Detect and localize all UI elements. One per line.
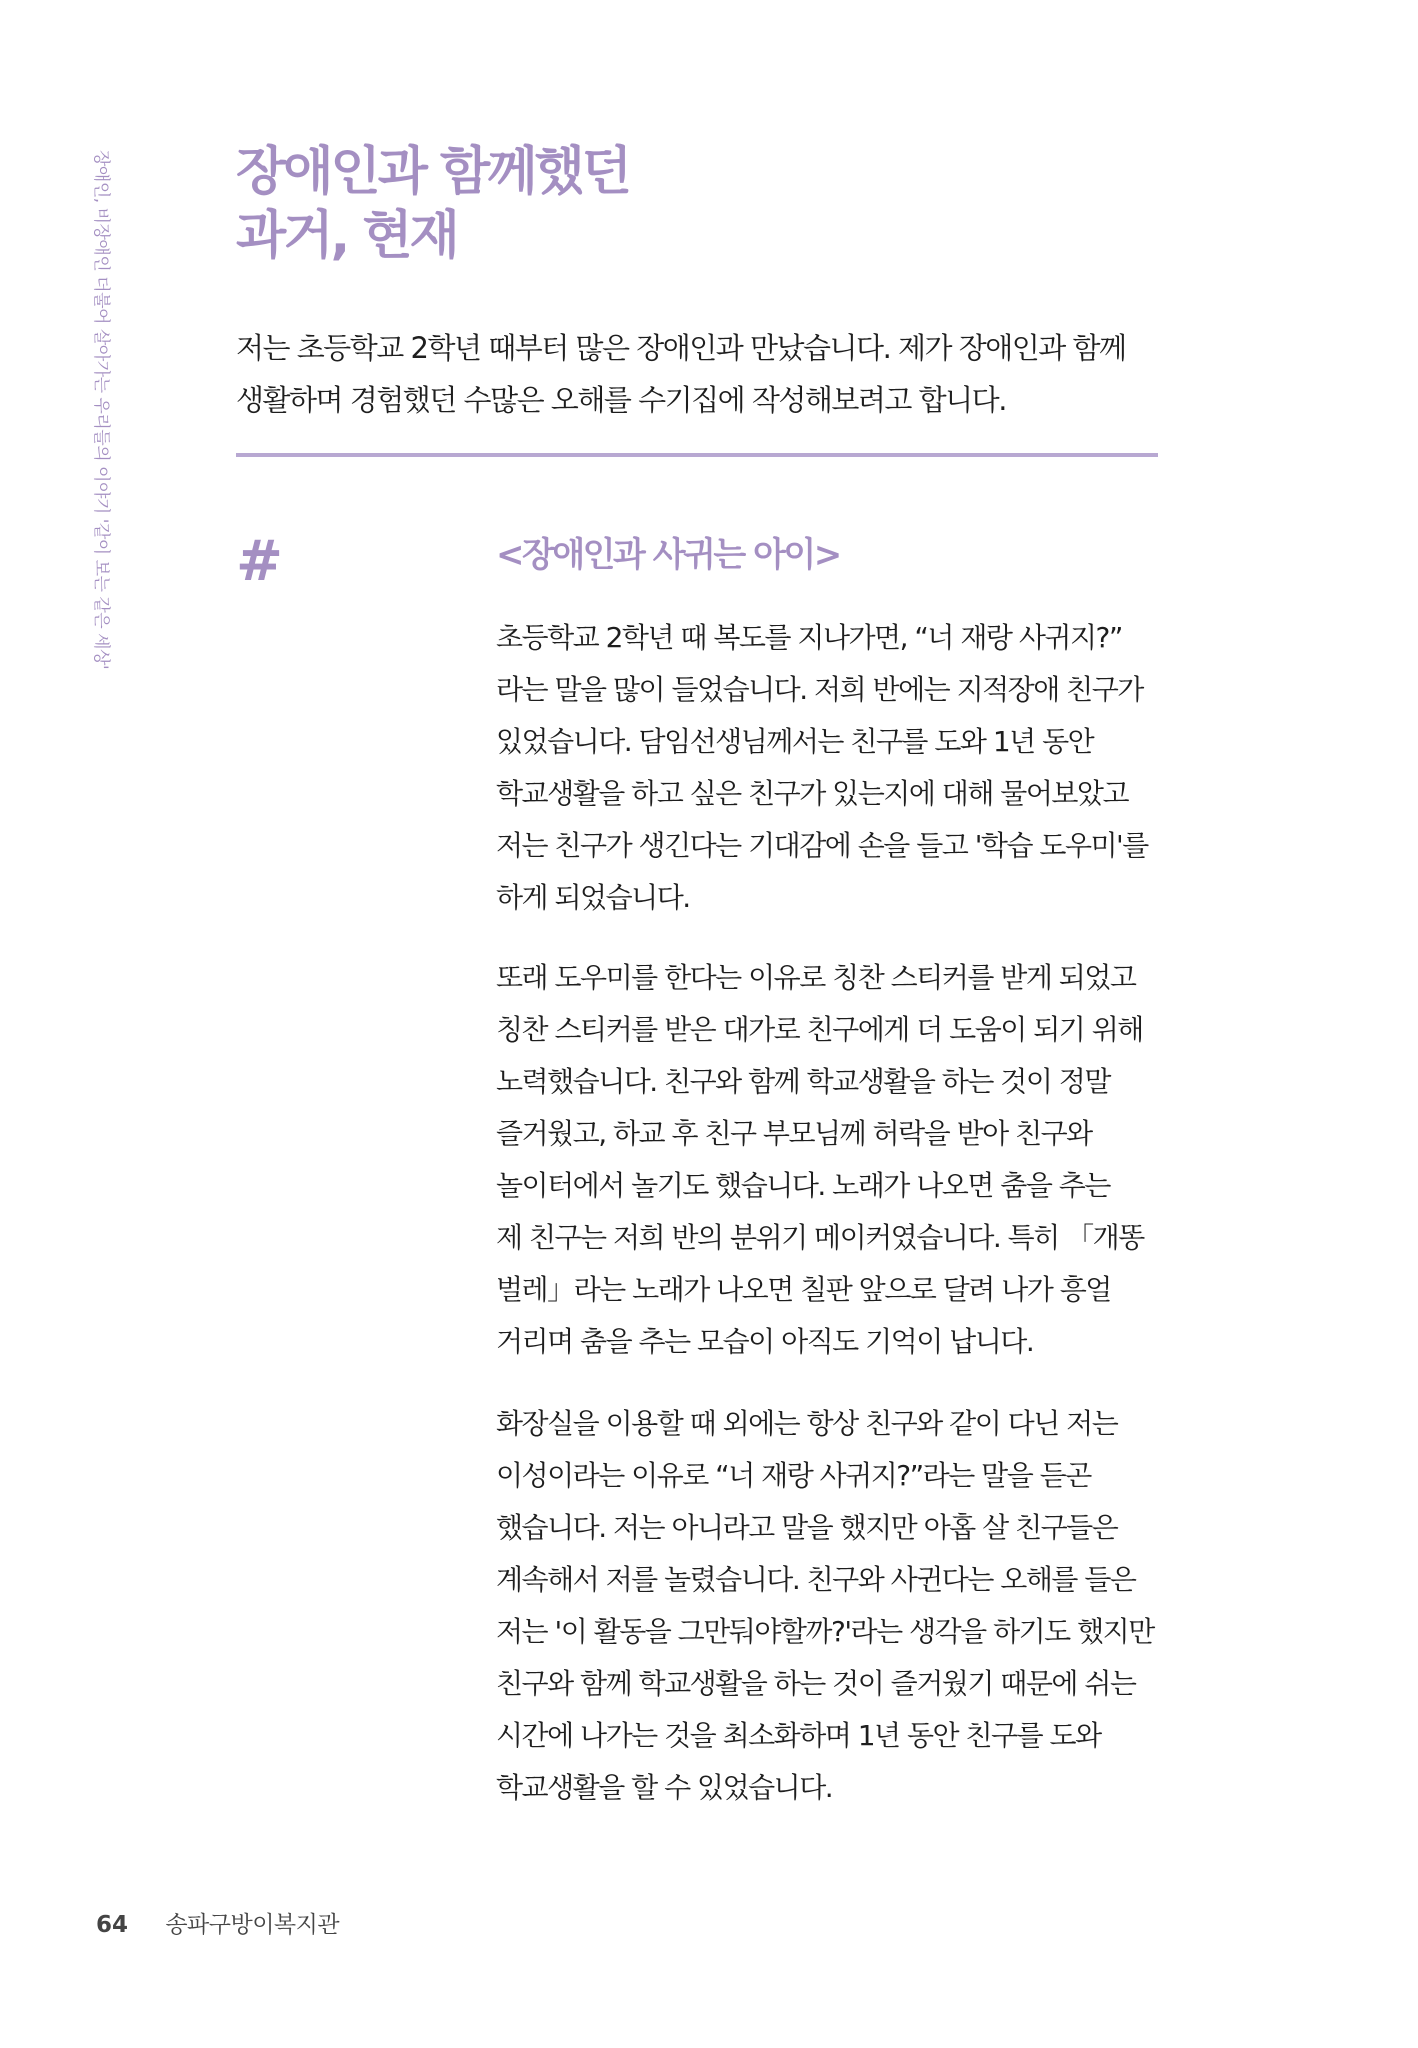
text-line: 이성이라는 이유로 “너 재랑 사귀지?”라는 말을 듣곤: [496, 1459, 1091, 1492]
text-line: 거리며 춤을 추는 모습이 아직도 기억이 납니다.: [496, 1325, 1034, 1358]
text-line: 화장실을 이용할 때 외에는 항상 친구와 같이 다닌 저는: [496, 1407, 1118, 1440]
text-line: 시간에 나가는 것을 최소화하며 1년 동안 친구를 도와: [496, 1719, 1101, 1752]
text-line: 학교생활을 할 수 있었습니다.: [496, 1771, 833, 1804]
paragraph-1: [496, 612, 1160, 924]
text-line: 노력했습니다. 친구와 함께 학교생활을 하는 것이 정말: [496, 1065, 1110, 1098]
side-caption: 장애인, 비장애인 더불어 살아가는 우리들의 이야기 '같이 보는 같은 세상': [91, 150, 111, 670]
intro-line-1: 저는 초등학교 2학년 때부터 많은 장애인과 만났습니다. 제가 장애인과 함께: [236, 331, 1126, 365]
title-line-1: 장애인과 함께했던: [236, 142, 629, 202]
text-line: 놀이터에서 놀기도 했습니다. 노래가 나오면 춤을 추는: [496, 1169, 1110, 1202]
page-footer: [96, 1910, 339, 1940]
text-line: 즐거웠고, 하교 후 친구 부모님께 허락을 받아 친구와: [496, 1117, 1092, 1150]
text-line: 벌레」라는 노래가 나오면 칠판 앞으로 달려 나가 흥얼: [496, 1273, 1111, 1306]
section-heading: <장애인과 사귀는 아이>: [496, 535, 840, 575]
text-line: 했습니다. 저는 아니라고 말을 했지만 아홉 살 친구들은: [496, 1511, 1118, 1544]
text-line: 계속해서 저를 놀렸습니다. 친구와 사귄다는 오해를 들은: [496, 1563, 1136, 1596]
text-line: 칭찬 스티커를 받은 대가로 친구에게 더 도움이 되기 위해: [496, 1013, 1143, 1046]
text-line: 제 친구는 저희 반의 분위기 메이커였습니다. 특히 「개똥: [496, 1221, 1144, 1254]
section-divider: [236, 453, 1158, 457]
hash-icon: #: [236, 529, 283, 594]
organization-name: 송파구방이복지관: [165, 1912, 340, 1938]
text-line: 저는 '이 활동을 그만둬야할까?'라는 생각을 하기도 했지만: [496, 1615, 1154, 1648]
text-line: 친구와 함께 학교생활을 하는 것이 즐거웠기 때문에 쉬는: [496, 1667, 1136, 1700]
text-line: 초등학교 2학년 때 복도를 지나가면, “너 재랑 사귀지?”: [496, 621, 1122, 654]
paragraph-3: [496, 1398, 1160, 1814]
page-number: 64: [96, 1912, 129, 1938]
page-title: [236, 140, 629, 268]
intro-paragraph: [236, 322, 1156, 426]
paragraph-2: [496, 952, 1160, 1368]
text-line: 또래 도우미를 한다는 이유로 칭찬 스티커를 받게 되었고: [496, 961, 1136, 994]
text-line: 있었습니다. 담임선생님께서는 친구를 도와 1년 동안: [496, 725, 1094, 758]
text-line: 저는 친구가 생긴다는 기대감에 손을 들고 '학습 도우미'를: [496, 829, 1148, 862]
text-line: 라는 말을 많이 들었습니다. 저희 반에는 지적장애 친구가: [496, 673, 1143, 706]
intro-line-2: 생활하며 경험했던 수많은 오해를 수기집에 작성해보려고 합니다.: [236, 383, 1006, 417]
title-line-2: 과거, 현재: [236, 206, 457, 266]
text-line: 학교생활을 하고 싶은 친구가 있는지에 대해 물어보았고: [496, 777, 1129, 810]
text-line: 하게 되었습니다.: [496, 881, 690, 914]
